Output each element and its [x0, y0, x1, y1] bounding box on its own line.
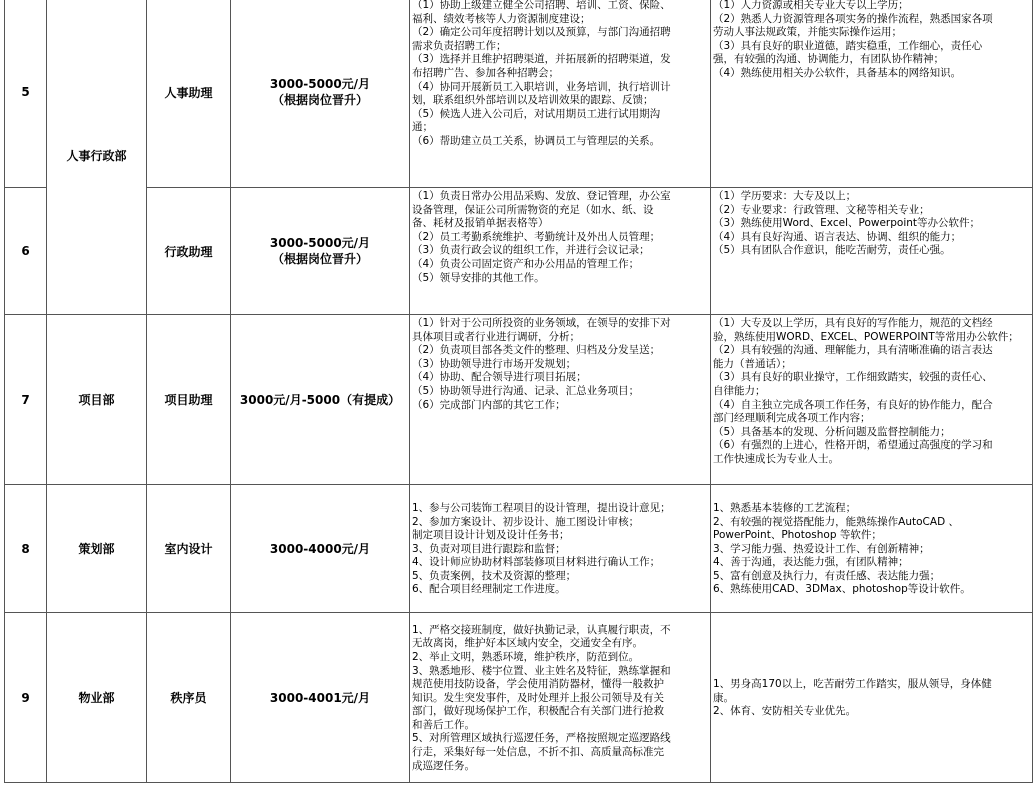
requirement-line: （1）人力资源或相关专业大专以上学历； — [713, 0, 909, 11]
duty-line: 福利、绩效考核等人力资源制度建设； — [412, 12, 591, 25]
requirement-line: 1、男身高170以上，吃苦耐劳工作踏实，服从领导，身体健 — [713, 678, 992, 691]
salary-cell — [231, 485, 410, 613]
duty-line: 划，联系组织外部培训以及培训效果的跟踪、反馈； — [412, 94, 654, 107]
department-cell: 策划部 — [47, 485, 147, 613]
duty-line: （5）领导安排的其他工作。 — [412, 271, 545, 284]
duty-line: （4）协同开展新员工入职培训，业务培训，执行培训计 — [412, 80, 671, 93]
duty-line: （1）协助上级建立健全公司招聘、培训、工资、保险、 — [412, 0, 671, 11]
table-row — [5, 188, 1033, 315]
duty-line: 设备管理，保证公司所需物资的充足（如水、纸、设 — [412, 203, 654, 216]
requirement-line: （4）自主独立完成各项工作任务，有良好的协作能力，配合 — [713, 398, 993, 411]
duty-line: （4）协助、配合领导进行项目拓展； — [412, 371, 587, 384]
duty-line: 成巡逻任务。 — [412, 759, 475, 772]
duties-cell — [410, 613, 711, 783]
requirements-cell — [711, 485, 1033, 613]
salary-cell — [231, 315, 410, 485]
job-table — [4, 0, 1033, 783]
requirement-line: 1、熟悉基本装修的工艺流程； — [713, 501, 857, 514]
requirement-line: （1）大专及以上学历，具有良好的写作能力，规范的文档经 — [713, 317, 993, 329]
duty-line: （3）选择并且维护招聘渠道，并拓展新的招聘渠道，发 — [412, 53, 671, 66]
duty-line: 5、对所管理区域执行巡逻任务，严格按照规定巡逻路线 — [412, 732, 671, 745]
salary-note: （根据岗位晋升） — [271, 93, 368, 107]
requirement-line: （5）具备基本的发现、分析问题及监督控制能力； — [713, 425, 951, 438]
salary-line: 3000-5000元/月 — [269, 77, 371, 91]
duties-cell — [410, 188, 711, 315]
duty-line: 知识。发生突发事件，及时处理并上报公司领导及有关 — [412, 691, 664, 704]
duty-line: （6）完成部门内部的其它工作； — [412, 398, 566, 411]
row-number-cell: 8 — [5, 485, 47, 613]
position-cell: 行政助理 — [147, 188, 231, 315]
requirement-line: 自律能力； — [713, 384, 766, 397]
requirement-line: 6、熟练使用CAD、3DMax、photoshop等设计软件。 — [713, 583, 971, 596]
requirement-line: （2）具有较强的沟通、理解能力，具有清晰准确的语言表达 — [713, 344, 993, 357]
requirement-line: 4、善于沟通，表达能力强，有团队精神； — [713, 556, 909, 569]
duty-line: （3）负责行政会议的组织工作，并进行会议记录； — [412, 244, 650, 257]
requirement-line: 3、学习能力强、热爱设计工作、有创新精神； — [713, 542, 930, 555]
requirement-line: 5、富有创意及执行力，有责任感、表达能力强； — [713, 569, 941, 582]
requirement-line: （4）熟练使用相关办公软件，具备基本的网络知识。 — [713, 66, 962, 79]
requirement-line: PowerPoint、Photoshop 等软件； — [713, 529, 882, 542]
duty-line: （5）候选人进入公司后，对试用期员工进行试用期沟 — [412, 107, 661, 120]
duty-line: （4）负责公司固定资产和办公用品的管理工作； — [412, 257, 640, 270]
requirement-line: 2、体育、安防相关专业优先。 — [713, 705, 857, 718]
department-cell: 项目部 — [47, 315, 147, 485]
duty-line: （2）员工考勤系统维护、考勤统计及外出人员管理； — [412, 230, 661, 243]
salary-line: 3000-5000元/月 — [269, 236, 371, 250]
duty-line: 2、举止文明，熟悉环境，维护秩序，防范到位。 — [412, 650, 640, 663]
position-cell: 人事助理 — [147, 0, 231, 188]
table-row — [5, 315, 1033, 485]
duty-line: 无故离岗，维护好本区域内安全，交通安全有序。 — [412, 637, 643, 650]
duty-line: 行走，采集好每一处信息，不折不扣、高质量高标准完 — [412, 746, 664, 759]
salary-cell — [231, 613, 410, 783]
salary-cell — [231, 188, 410, 315]
requirements-cell — [711, 0, 1033, 188]
duty-line: （3）协助领导进行市场开发规划； — [412, 357, 577, 370]
requirement-line: （6）有强烈的上进心，性格开朗，希望通过高强度的学习和 — [713, 439, 993, 452]
requirement-line: 劳动人事法规政策，并能实际操作运用； — [713, 26, 902, 39]
duty-line: 需求负责招聘工作； — [412, 39, 507, 52]
duty-line: 3、负责对项目进行跟踪和监督； — [412, 542, 566, 555]
duty-line: 4、设计师应协助材料部装修项目材料进行确认工作； — [412, 556, 661, 569]
department-cell: 物业部 — [47, 613, 147, 783]
duty-line: 1、参与公司装饰工程项目的设计管理，提出设计意见； — [412, 501, 671, 514]
duty-line: 6、配合项目经理制定工作进度。 — [412, 583, 566, 596]
duty-line: （5）协助领导进行沟通、记录、汇总业务项目； — [412, 384, 640, 397]
requirements-cell — [711, 315, 1033, 485]
requirement-line: （3）熟练使用Word、Excel、Powerpoint等办公软件； — [713, 217, 981, 230]
position-cell: 秩序员 — [147, 613, 231, 783]
row-number-cell: 6 — [5, 188, 47, 315]
requirement-line: 部门经理顺利完成各项工作内容； — [713, 412, 871, 425]
duty-line: 3、熟悉地形、楼宇位置、业主姓名及特征，熟练掌握和 — [412, 664, 671, 677]
duty-line: （2）负责项目部各类文件的整理、归档及分发呈送； — [412, 344, 661, 357]
duties-cell — [410, 485, 711, 613]
duty-line: （6）帮助建立员工关系，协调员工与管理层的关系。 — [412, 134, 661, 147]
row-number-cell: 7 — [5, 315, 47, 485]
salary-note: （根据岗位晋升） — [271, 252, 368, 266]
department-cell: 人事行政部 — [47, 0, 147, 315]
duty-line: （2）确定公司年度招聘计划以及预算，与部门沟通招聘 — [412, 26, 671, 39]
position-cell: 室内设计 — [147, 485, 231, 613]
row-number-cell: 5 — [5, 0, 47, 188]
position-cell: 项目助理 — [147, 315, 231, 485]
duty-line: 具体项目或者行业进行调研，分析； — [412, 330, 580, 343]
salary-line: 3000-4001元/月 — [269, 690, 371, 705]
requirement-line: 验，熟练使用WORD、EXCEL、POWERPOINT等常用办公软件； — [713, 330, 1019, 343]
requirements-cell — [711, 613, 1033, 783]
requirements-cell — [711, 188, 1033, 315]
salary-line: 3000元/月-5000（有提成） — [239, 392, 401, 407]
requirement-line: （3）具有良好的职业操守，工作细致踏实，较强的责任心、 — [713, 371, 993, 384]
salary-cell — [231, 0, 410, 188]
requirement-line: （2）专业要求：行政管理、文秘等相关专业； — [713, 203, 930, 216]
duty-line: 部门，做好现场保护工作，积极配合有关部门进行抢救 — [412, 705, 664, 718]
requirement-line: 强，有较强的沟通、协调能力，有团队协作精神； — [713, 53, 944, 66]
table-row — [5, 485, 1033, 613]
requirement-line: 康。 — [713, 691, 734, 704]
duty-line: 制定项目设计计划及设计任务书； — [412, 529, 570, 542]
duties-cell — [410, 0, 711, 188]
duties-cell — [410, 315, 711, 485]
requirement-line: 能力（普通话）； — [713, 357, 792, 370]
requirement-line: （4）具有良好沟通、语言表达、协调、组织的能力； — [713, 230, 962, 243]
duty-line: （1）针对于公司所投资的业务领域，在领导的安排下对 — [412, 317, 671, 329]
duty-line: 和善后工作。 — [412, 718, 475, 731]
duty-line: 5、负责案例，技术及资源的整理； — [412, 569, 577, 582]
requirement-line: 2、有较强的视觉搭配能力，能熟练操作AutoCAD 、 — [713, 515, 959, 528]
requirement-line: （2）熟悉人力资源管理各项实务的操作流程，熟悉国家各项 — [713, 12, 993, 25]
salary-line: 3000-4000元/月 — [269, 541, 371, 556]
requirement-line: （3）具有良好的职业道德，踏实稳重，工作细心，责任心 — [713, 39, 983, 52]
duty-line: 2、参加方案设计、初步设计、施工图设计审核； — [412, 515, 640, 528]
table-row — [5, 0, 1033, 188]
requirement-line: （5）具有团队合作意识，能吃苦耐劳，责任心强。 — [713, 244, 951, 257]
duty-line: 规范使用技防设备，学会使用消防器材，懂得一般救护 — [412, 678, 664, 691]
requirement-line: 工作快速成长为专业人士。 — [713, 452, 839, 465]
requirement-line: （1）学历要求：大专及以上； — [713, 190, 857, 202]
row-number-cell: 9 — [5, 613, 47, 783]
duty-line: 通； — [412, 121, 433, 134]
duty-line: 备、耗材及报销单据表格等） — [412, 217, 549, 230]
duty-line: （1）负责日常办公用品采购、发放、登记管理，办公室 — [412, 190, 671, 202]
table-row — [5, 613, 1033, 783]
duty-line: 1、严格交接班制度，做好执勤记录，认真履行职责，不 — [412, 623, 671, 636]
duty-line: 布招聘广告、参加各种招聘会； — [412, 66, 559, 79]
